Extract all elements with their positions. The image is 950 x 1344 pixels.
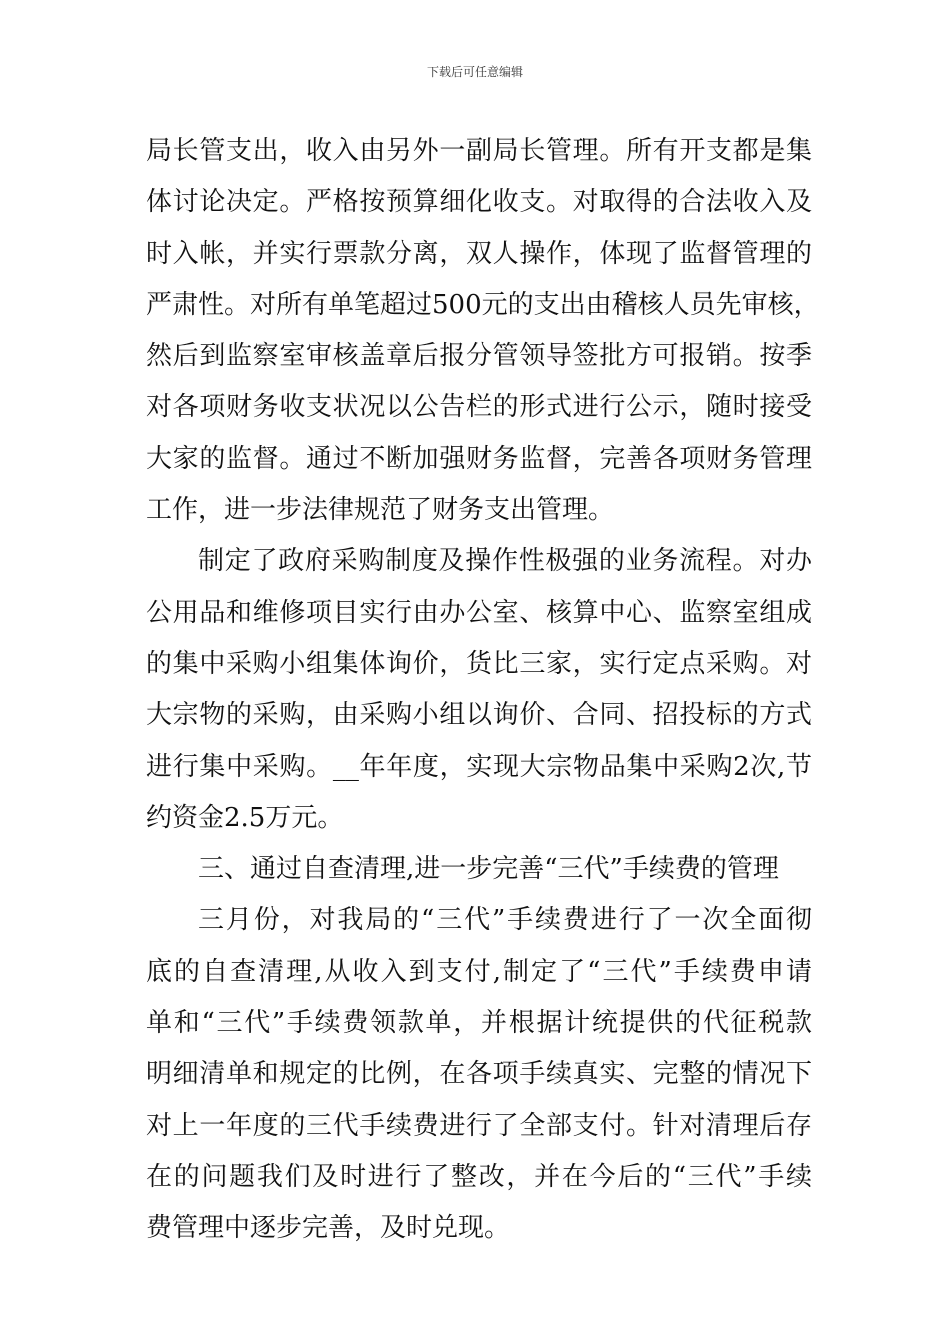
text-line: 单和“三代”手续费领款单，并根据计统提供的代征税款 [146,1008,812,1039]
text-line: 费管理中逐步完善，及时兑现。 [146,1213,511,1244]
text-line: 大宗物的采购，由采购小组以询价、合同、招投标的方式 [146,700,812,731]
section-heading [146,844,812,895]
text-line: 进行集中采购。__年年度，实现大宗物品集中采购2次,节 [146,751,812,782]
page-header: 下载后可任意编辑 [426,65,523,79]
document-body [146,126,820,1255]
text-line: 工作，进一步法律规范了财务支出管理。 [146,495,615,526]
text-line: 时入帐，并实行票款分离，双人操作，体现了监督管理的 [146,238,812,269]
text-line: 然后到监察室审核盖章后报分管领导签批方可报销。按季 [146,341,812,372]
text-line: 约资金2.5万元。 [146,802,344,833]
text-line: 对上一年度的三代手续费进行了全部支付。针对清理后存 [146,1110,812,1141]
text-line: 对各项财务收支状况以公告栏的形式进行公示，随时接受 [146,392,812,423]
text-line: 的集中采购小组集体询价，货比三家，实行定点采购。对 [146,648,812,679]
text-line: 严肃性。对所有单笔超过500元的支出由稽核人员先审核， [146,289,820,320]
text-line: 公用品和维修项目实行由办公室、核算中心、监察室组成 [146,597,812,628]
paragraph-three-fees [146,895,812,1254]
paragraph-finance-supervision [146,126,820,536]
text-line: 大家的监督。通过不断加强财务监督，完善各项财务管理 [146,443,812,474]
text-line: 制定了政府采购制度及操作性极强的业务流程。对办 [198,546,812,577]
text-line: 体讨论决定。严格按预算细化收支。对取得的合法收入及 [146,187,812,218]
text-line: 在的问题我们及时进行了整改，并在今后的“三代”手续 [146,1161,812,1192]
text-line: 局长管支出，收入由另外一副局长管理。所有开支都是集 [146,136,812,166]
heading-line: 三、通过自查清理,进一步完善“三代”手续费的管理 [198,854,779,885]
paragraph-procurement [146,536,812,844]
text-line: 三月份，对我局的“三代”手续费进行了一次全面彻 [198,905,812,936]
text-line: 底的自查清理,从收入到支付,制定了“三代”手续费申请 [146,956,812,987]
text-line: 明细清单和规定的比例，在各项手续真实、完整的情况下 [146,1059,812,1090]
